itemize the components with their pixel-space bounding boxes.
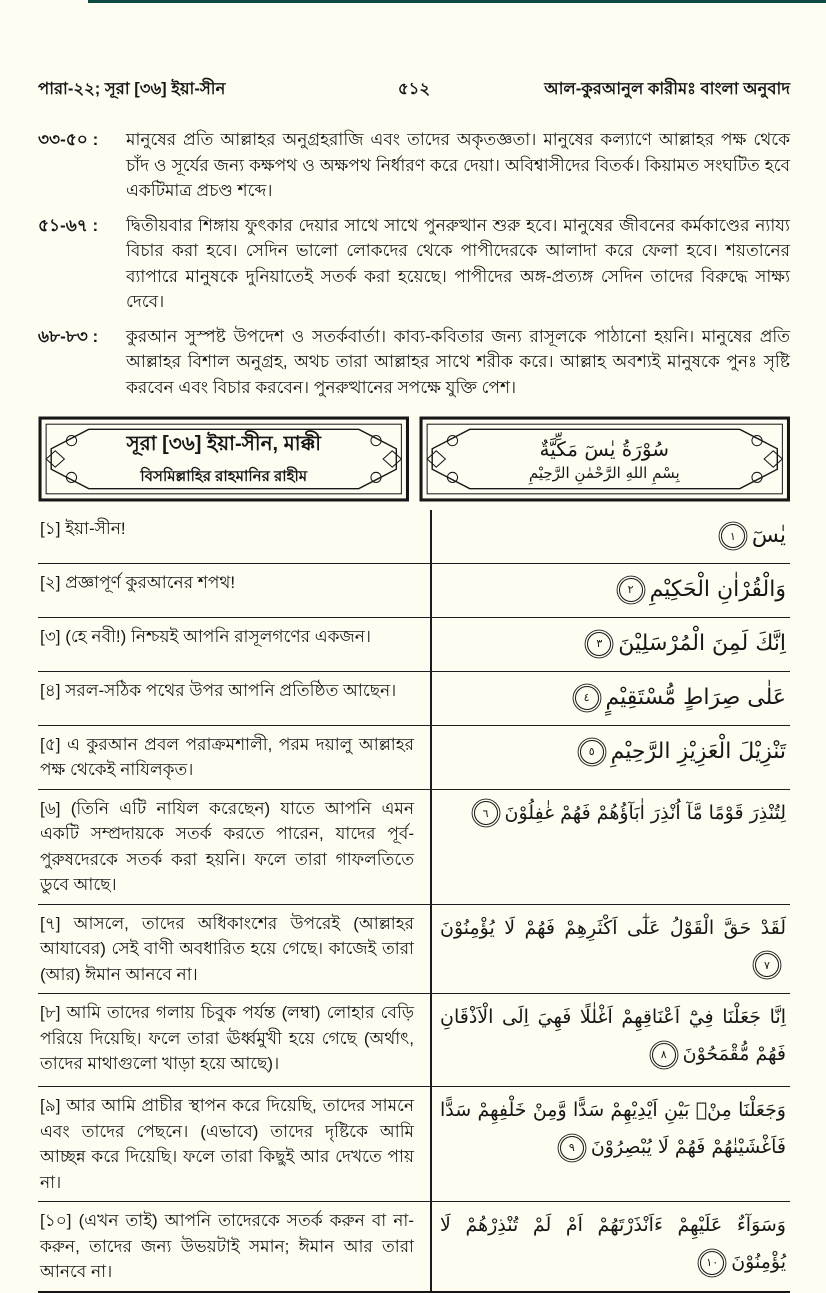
ayah-end-marker (700, 1251, 724, 1275)
verse-arabic (430, 618, 790, 671)
ayah-end-marker (560, 1136, 584, 1160)
surah-title-arabic: سُوْرَةُ يٰسٓ مَكِّيَّةٌ (539, 436, 670, 461)
verse-translation-bengali: [৮] আমি তাদের গলায় চিবুক পর্যন্ত (লম্বা) লোহার বেড়ি পরিয়ে দিয়েছি। ফলে তারা ঊর্ধ্বমুখী হয়ে গেছে (অর্থাৎ, তাদের মাথাগুলো খাড়া হয়ে আছে)। (40, 1003, 414, 1074)
verse-arabic (430, 905, 790, 994)
ayah-end-marker (575, 686, 599, 710)
surah-title-arabic-text (447, 426, 763, 492)
ayah-end-marker (755, 953, 779, 977)
verse-translation-bengali: [৩] (হে নবী!) নিশ্চয়ই আপনি রাসূলগণের একজন। (40, 626, 371, 646)
arabic-text: وَالْقُرْاٰنِ الْحَكِيْمِ (649, 576, 786, 602)
arabic-text: اِنَّكَ لَمِنَ الْمُرْسَلِيْنَ (618, 630, 786, 656)
summary-row (38, 324, 790, 401)
summary-range-label: ৫১-৬৭ : (38, 215, 99, 235)
verse-translation-bengali: [৪] সরল-সঠিক পথের উপর আপনি প্রতিষ্ঠিত আছেন। (40, 680, 397, 700)
verse-translation-bengali: [১০] (এখন তাই) আপনি তাদেরকে সতর্ক করুন বা না-করুন, তাদের জন্য উভয়টাই সমান; ঈমান আর তারা আনবে না। (40, 1211, 414, 1282)
arabic-text: لِتُنْذِرَ قَوْمًا مَّآ اُنْذِرَ اٰبَآؤُهُمْ فَهُمْ غٰفِلُوْنَ (504, 801, 786, 824)
ayah-number: ٤ (583, 691, 590, 705)
arabic-text: وَسَوَآءٌ عَلَيْهِمْ ءَاَنْذَرْتَهُمْ اَمْ لَمْ تُنْذِرْهُمْ لَا يُؤْمِنُوْنَ (440, 1214, 786, 1274)
ayah-number: ٣ (596, 637, 603, 651)
verse-row-3 (38, 617, 790, 671)
verse-arabic (430, 564, 790, 617)
ayah-end-marker (652, 1043, 676, 1067)
verse-row-6 (38, 789, 790, 904)
summary-row (38, 213, 790, 315)
page-number: ৫১২ (397, 80, 431, 98)
verse-row-7 (38, 904, 790, 994)
ayah-number: ١ (729, 529, 736, 543)
bismillah-arabic: بِسْمِ اللهِ الرَّحْمٰنِ الرَّحِيْمِ (528, 463, 680, 482)
arabic-text: اِنَّا جَعَلْنَا فِيْٓ اَعْنَاقِهِمْ اَغْلٰلًا فَهِيَ اِلَى الْاَذْقَانِ فَهُمْ مُّقْمَحُوْنَ (440, 1006, 786, 1066)
verse-arabic (430, 1087, 790, 1201)
verse-row-5 (38, 725, 790, 789)
verse-arabic (430, 994, 790, 1086)
summary-text: কুরআন সুস্পষ্ট উপদেশ ও সতর্কবার্তা। কাব্য-কবিতার জন্য রাসূলকে পাঠানো হয়নি। মানুষের প্রতি আল্লাহর বিশাল অনুগ্রহ, অথচ তারা আল্লাহর সাথে শরীক করে। আল্লাহ অবশ্যই মানুষকে পুনঃ সৃষ্টি করবেন এবং বিচার করবেন। পুনরুত্থানের সপক্ষে যুক্তি পেশ। (126, 326, 790, 397)
summary-row (38, 127, 790, 204)
summary-range-label: ৩৩-৫০ : (38, 130, 99, 149)
verse-translation-bengali: [২] প্রজ্ঞাপূর্ণ কুরআনের শপথ! (40, 572, 236, 592)
surah-title-bengali-text (66, 426, 382, 492)
verse-translation-bengali: [৯] আর আমি প্রাচীর স্থাপন করে দিয়েছি, তাদের সামনে এবং তাদের পেছনে। (এভাবে) তাদের দৃষ্টিকে আমি আচ্ছন্ন করে দিয়েছি। ফলে তারা কিছুই আর দেখতে পায় না। (40, 1096, 414, 1192)
verse-translation-bengali: [৭] আসলে, তাদের অধিকাংশের উপরেই (আল্লাহর আযাবের) সেই বাণী অবধারিত হয়ে গেছে। কাজেই তারা (আর) ঈমান আনবে না। (40, 913, 414, 984)
running-head (38, 76, 790, 103)
arabic-text: عَلٰى صِرَاطٍ مُّسْتَقِيْمٍ (605, 684, 786, 710)
verse-table (38, 510, 790, 1293)
arabic-text: يٰسٓ (751, 523, 786, 548)
ayah-number: ٧ (764, 958, 770, 972)
ayah-number: ٥ (588, 745, 595, 759)
verse-arabic (430, 790, 790, 904)
surah-title-panel-arabic (419, 416, 791, 502)
arabic-text: لَقَدْ حَقَّ الْقَوْلُ عَلٰٓى اَكْثَرِهِمْ فَهُمْ لَا يُؤْمِنُوْنَ (440, 916, 786, 939)
ayah-end-marker (721, 524, 745, 548)
surah-title-bengali: সূরা [৩৬] ইয়া-সীন, মাক্কী (126, 432, 321, 455)
ayah-number: ٩ (568, 1141, 575, 1155)
ayah-number: ٦ (482, 806, 489, 820)
verse-translation-bengali: [৫] এ কুরআন প্রবল পরাক্রমশালী, পরম দয়ালু আল্লাহর পক্ষ থেকেই নাযিলকৃত। (40, 734, 414, 780)
running-head-right: আল-কুরআনুল কারীমঃ বাংলা অনুবাদ (544, 80, 790, 98)
running-head-left: পারা-২২; সূরা [৩৬] ইয়া-সীন (38, 80, 226, 98)
verse-translation-bengali: [১] ইয়া-সীন! (40, 519, 126, 538)
verse-row-1 (38, 510, 790, 563)
verse-row-9 (38, 1086, 790, 1201)
verse-row-4 (38, 671, 790, 725)
bismillah-bengali: বিসমিল্লাহির রাহমানির রাহীম (140, 467, 308, 485)
verse-arabic (430, 510, 790, 563)
ayah-end-marker (619, 578, 643, 602)
arabic-text: وَجَعَلْنَا مِنْۢ بَيْنِ اَيْدِيْهِمْ سَدًّا وَّمِنْ خَلْفِهِمْ سَدًّا فَاَغْشَيْنٰهُمْ فَهُمْ لَا يُبْصِرُوْنَ (440, 1099, 786, 1159)
verse-arabic (430, 672, 790, 725)
ayah-end-marker (474, 801, 498, 825)
verse-translation-bengali: [৬] (তিনি এটি নাযিল করেছেন) যাতে আপনি এমন একটি সম্প্রদায়কে সতর্ক করতে পারেন, যাদের পূর্ব-পুরুষদেরকে সতর্ক করা হয়নি। ফলে তারা গাফলতিতে ডুবে আছে। (40, 798, 414, 895)
verse-row-10 (38, 1201, 790, 1291)
summary-range-label: ৬৮-৮৩ : (38, 326, 99, 346)
verse-arabic (430, 1202, 790, 1291)
surah-title-header (38, 416, 790, 502)
verse-row-2 (38, 563, 790, 617)
surah-title-panel-bengali (38, 416, 410, 502)
summary-text: দ্বিতীয়বার শিঙ্গায় ফুৎকার দেয়ার সাথে সাথে পুনরুত্থান শুরু হবে। মানুষের জীবনের কর্মকাণ্ডের ন্যায্য বিচার করা হবে। সেদিন ভালো লোকদের থেকে পাপীদেরকে আলাদা করে ফেলা হবে। শয়তানের ব্যাপারে মানুষকে দুনিয়াতেই সতর্ক করা হয়েছে। পাপীদের অঙ্গ-প্রত্যঙ্গ সেদিন তাদের বিরুদ্ধে সাক্ষ্য দেবে। (126, 215, 790, 311)
ayah-number: ١٠ (706, 1256, 719, 1270)
verse-range-summaries (38, 127, 790, 400)
ayah-end-marker (587, 632, 611, 656)
verse-row-8 (38, 993, 790, 1086)
arabic-text: تَنْزِيْلَ الْعَزِيْزِ الرَّحِيْمِ (610, 738, 786, 764)
summary-text: মানুষের প্রতি আল্লাহর অনুগ্রহরাজি এবং তাদের অকৃতজ্ঞতা। মানুষের কল্যাণে আল্লাহর পক্ষ থেকে চাঁদ ও সূর্যের জন্য কক্ষপথ ও অক্ষপথ নির্ধারণ করে দেয়া। অবিশ্বাসীদের বিতর্ক। কিয়ামত সংঘটিত হবে একটিমাত্র প্রচণ্ড শব্দে। (126, 130, 790, 200)
verse-arabic (430, 726, 790, 789)
ayah-number: ٢ (627, 583, 634, 597)
ayah-end-marker (580, 740, 604, 764)
ayah-number: ٨ (660, 1048, 667, 1062)
